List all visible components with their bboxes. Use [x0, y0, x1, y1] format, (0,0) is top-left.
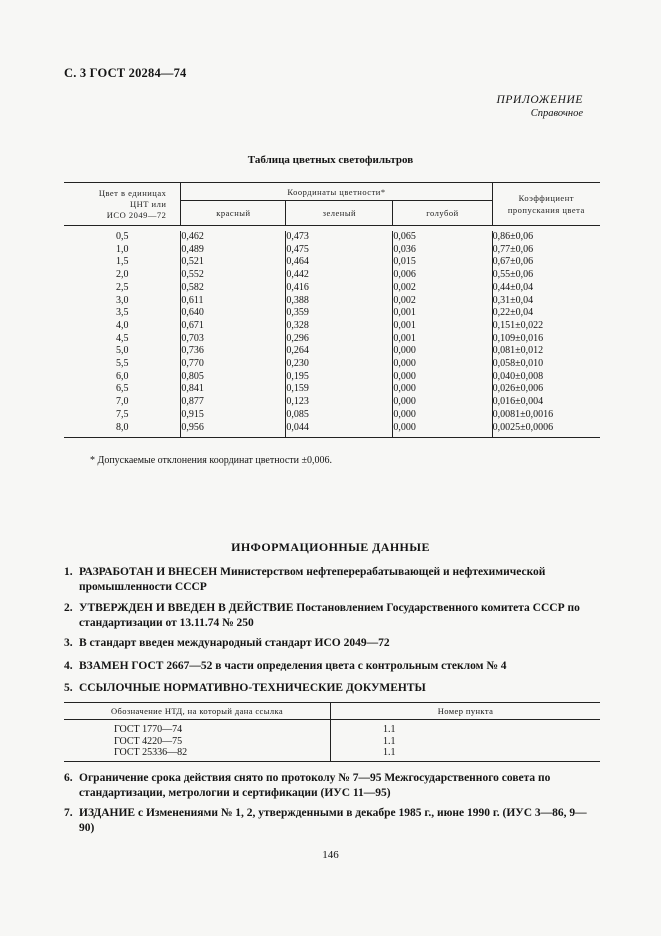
info-item-3: 3. В стандарт введен международный стандарт ИСО 2049—72	[64, 637, 390, 649]
table-cell: 0,736	[181, 345, 286, 358]
appendix-subtitle: Справочное	[530, 108, 583, 119]
table-cell: 4,0	[64, 320, 181, 333]
table-row	[64, 282, 600, 295]
col-green: зеленый	[286, 201, 393, 226]
col-doc: Обозначение НТД, на который дана ссылка	[64, 703, 331, 720]
table-row	[64, 396, 600, 409]
col-red: красный	[181, 201, 286, 226]
table-cell: 0,016±0,004	[492, 396, 600, 409]
table-cell: 0,22±0,04	[492, 307, 600, 320]
table-cell: 0,081±0,012	[492, 345, 600, 358]
table-row	[64, 307, 600, 320]
table-cell: 0,006	[393, 269, 492, 282]
table-row	[64, 269, 600, 282]
info-item-2: 2. УТВЕРЖДЕН И ВВЕДЕН В ДЕЙСТВИЕ Постановлением Государственного комитета СССР по стандартизации от 13.11.74 № 250	[64, 602, 580, 629]
table-cell: 8,0	[64, 422, 181, 438]
table-title: Таблица цветных светофильтров	[247, 154, 414, 166]
table-cell: 6,0	[64, 371, 181, 384]
table-cell: 0,55±0,06	[492, 269, 600, 282]
table-cell: 0,359	[286, 307, 393, 320]
table-cell: 0,86±0,06	[492, 231, 600, 244]
col-color-units: Цвет в единицах ЦНТ или ИСО 2049—72	[64, 183, 181, 226]
table-cell: 0,026±0,006	[492, 383, 600, 396]
table-row	[64, 371, 600, 384]
table-cell: 0,001	[393, 320, 492, 333]
table-cell: 0,464	[286, 256, 393, 269]
table-cell: 0,442	[286, 269, 393, 282]
table-cell: 0,552	[181, 269, 286, 282]
table-cell: 0,582	[181, 282, 286, 295]
table-cell: 0,000	[393, 396, 492, 409]
table-cell: 0,915	[181, 409, 286, 422]
table-cell: 0,109±0,016	[492, 333, 600, 346]
table-cell: 0,000	[393, 358, 492, 371]
col-coordinates: Координаты цветности*	[181, 183, 492, 201]
table-cell: 0,703	[181, 333, 286, 346]
col-blue: голубой	[393, 201, 492, 226]
table-cell: 0,31±0,04	[492, 295, 600, 308]
table-cell: 1,5	[64, 256, 181, 269]
table-cell: 0,002	[393, 282, 492, 295]
table-cell: 0,040±0,008	[492, 371, 600, 384]
color-filters-table	[64, 182, 600, 438]
appendix-title: ПРИЛОЖЕНИЕ	[496, 94, 583, 106]
table-cell: 0,640	[181, 307, 286, 320]
table-cell: 0,296	[286, 333, 393, 346]
table-cell: 0,521	[181, 256, 286, 269]
info-item-1: 1. РАЗРАБОТАН И ВНЕСЕН Министерством нефтеперерабатывающей и нефтехимической промышленности СССР	[64, 566, 546, 593]
table-cell: 0,611	[181, 295, 286, 308]
table-cell: 0,058±0,010	[492, 358, 600, 371]
table-cell: 0,805	[181, 371, 286, 384]
table-row	[64, 256, 600, 269]
table-row	[64, 358, 600, 371]
info-item-7: 7. ИЗДАНИЕ с Изменениями № 1, 2, утвержденными в декабре 1985 г., июне 1990 г. (ИУС 3—86, 9—90)	[64, 807, 587, 834]
table-cell: 0,000	[393, 371, 492, 384]
table-cell: 0,388	[286, 295, 393, 308]
table-cell: 0,036	[393, 244, 492, 257]
table-cell: 0,123	[286, 396, 393, 409]
table-cell: 0,085	[286, 409, 393, 422]
table-row	[64, 422, 600, 438]
table-cell: 0,195	[286, 371, 393, 384]
table-cell: 7,5	[64, 409, 181, 422]
table-footnote: * Допускаемые отклонения координат цветности ±0,006.	[90, 455, 332, 466]
table-cell: 0,065	[393, 231, 492, 244]
info-item-6: 6. Ограничение срока действия снято по протоколу № 7—95 Межгосударственного совета по стандартизации, метрологии и сертификации (ИУС 11—95)	[64, 772, 551, 799]
table-cell: 0,956	[181, 422, 286, 438]
table-row	[64, 231, 600, 244]
table-cell: 5,5	[64, 358, 181, 371]
col-item-number: Номер пункта	[331, 703, 601, 720]
table-cell: 0,841	[181, 383, 286, 396]
page-number: 146	[322, 849, 339, 861]
table-cell: 0,489	[181, 244, 286, 257]
table-row	[64, 409, 600, 422]
table-cell: 2,0	[64, 269, 181, 282]
table-cell: 6,5	[64, 383, 181, 396]
table-cell: 0,67±0,06	[492, 256, 600, 269]
page-header: С. 3 ГОСТ 20284—74	[64, 66, 187, 80]
table-cell: 0,0081±0,0016	[492, 409, 600, 422]
appendix-label	[497, 94, 583, 120]
table-cell: 0,770	[181, 358, 286, 371]
table-cell: 0,44±0,04	[492, 282, 600, 295]
table-cell: 1,0	[64, 244, 181, 257]
table-cell: 0,416	[286, 282, 393, 295]
table-row	[64, 244, 600, 257]
table-cell: 0,002	[393, 295, 492, 308]
info-item-5: 5. ССЫЛОЧНЫЕ НОРМАТИВНО-ТЕХНИЧЕСКИЕ ДОКУМЕНТЫ	[64, 682, 426, 694]
references-table	[64, 702, 600, 762]
table-row	[64, 345, 600, 358]
table-cell: 0,671	[181, 320, 286, 333]
table-cell: 0,000	[393, 409, 492, 422]
col-transmittance: Коэффициент пропускания цвета	[492, 183, 600, 226]
table-row	[64, 333, 600, 346]
table-row	[64, 383, 600, 396]
table-row	[64, 295, 600, 308]
table-cell: 2,5	[64, 282, 181, 295]
table-cell: 0,159	[286, 383, 393, 396]
info-item-4: 4. ВЗАМЕН ГОСТ 2667—52 в части определения цвета с контрольным стеклом № 4	[64, 660, 507, 672]
table-cell: 0,877	[181, 396, 286, 409]
table-row: ГОСТ 4220—75 1.1	[64, 736, 600, 748]
table-cell: 0,151±0,022	[492, 320, 600, 333]
table-cell: 0,000	[393, 383, 492, 396]
table-cell: 0,015	[393, 256, 492, 269]
table-cell: 0,044	[286, 422, 393, 438]
table-cell: 0,328	[286, 320, 393, 333]
table-cell: 0,001	[393, 307, 492, 320]
table-cell: 0,264	[286, 345, 393, 358]
table-cell: 0,0025±0,0006	[492, 422, 600, 438]
table-cell: 0,001	[393, 333, 492, 346]
table-cell: 0,473	[286, 231, 393, 244]
table-body	[64, 231, 600, 438]
table-cell: 0,77±0,06	[492, 244, 600, 257]
table-cell: 3,0	[64, 295, 181, 308]
table-cell: 4,5	[64, 333, 181, 346]
table-cell: 0,5	[64, 231, 181, 244]
table-cell: 0,000	[393, 422, 492, 438]
table-row: ГОСТ 1770—74 1.1	[64, 720, 600, 736]
table-row: ГОСТ 25336—82 1.1	[64, 747, 600, 761]
table-cell: 0,230	[286, 358, 393, 371]
table-cell: 5,0	[64, 345, 181, 358]
table-cell: 7,0	[64, 396, 181, 409]
table-cell: 0,000	[393, 345, 492, 358]
table-cell: 0,475	[286, 244, 393, 257]
table-cell: 0,462	[181, 231, 286, 244]
info-title: ИНФОРМАЦИОННЫЕ ДАННЫЕ	[231, 540, 430, 554]
table-cell: 3,5	[64, 307, 181, 320]
table-row	[64, 320, 600, 333]
